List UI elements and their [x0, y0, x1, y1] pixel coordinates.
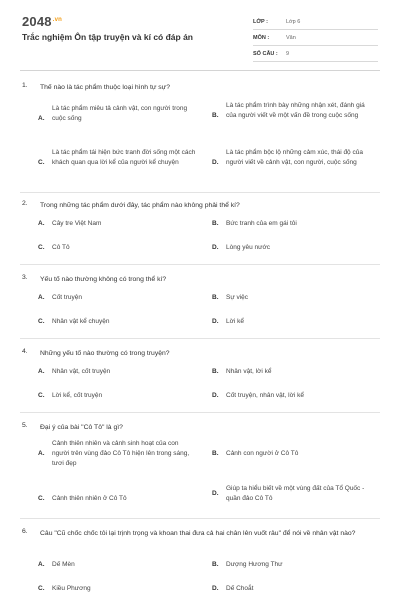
option-text: Dế Mèn	[52, 561, 75, 568]
header	[0, 0, 400, 68]
meta-value: 9	[286, 50, 290, 57]
option-letter: C.	[38, 495, 45, 502]
question-header	[0, 196, 400, 212]
question-number: 2.	[22, 200, 28, 207]
option-letter: D.	[212, 159, 219, 166]
option-letter: C.	[38, 318, 45, 325]
option-letter: B.	[212, 561, 219, 568]
option-letter: D.	[212, 585, 219, 592]
option-letter: A.	[38, 220, 45, 227]
option-text: Cảnh thiên nhiên ở Cô Tô	[52, 495, 127, 502]
logo-suffix: .vn	[52, 16, 63, 23]
option-letter: D.	[212, 318, 219, 325]
question-text: Trong những tác phẩm dưới đây, tác phẩm nào không phải thể kí?	[40, 202, 240, 209]
option-letter: C.	[38, 244, 45, 251]
meta-row-count	[253, 46, 378, 62]
meta-row-subject	[253, 30, 378, 46]
question-list	[0, 78, 400, 604]
question-4	[0, 344, 400, 418]
option-text: Cây tre Việt Nam	[52, 220, 102, 227]
option-letter: D.	[212, 490, 219, 497]
question-number: 4.	[22, 348, 28, 355]
option-text: Sự việc	[226, 294, 249, 301]
option-letter: A.	[38, 294, 45, 301]
option-letter: C.	[38, 585, 45, 592]
question-text: Đại ý của bài "Cô Tô" là gì?	[40, 424, 123, 431]
option-text: Cốt truyện, nhân vật, lời kể	[226, 392, 304, 399]
option-text: Giúp ta hiểu biết về một vùng đất của Tổ Quốc - quần đảo Cô Tô	[226, 485, 365, 502]
question-header	[0, 418, 400, 434]
logo-text: 2048	[22, 14, 52, 29]
option-letter: A.	[38, 115, 45, 122]
meta-label: SỐ CÂU :	[253, 50, 278, 57]
option-letter: B.	[212, 294, 219, 301]
question-number: 3.	[22, 274, 28, 281]
meta-row-grade	[253, 14, 378, 30]
question-2	[0, 196, 400, 270]
option-letter: A.	[38, 561, 45, 568]
option-text: Nhân vật kể chuyện	[52, 318, 110, 325]
question-text: Câu "Cũ chốc chốc tôi lại trịnh trọng và khoan thai đưa cả hai chân lên vuốt râu" để nói về nhân vật nào?	[40, 530, 356, 537]
question-header	[0, 270, 400, 286]
site-logo[interactable]	[22, 14, 62, 29]
question-header	[0, 78, 400, 94]
option-text: Dế Choắt	[226, 585, 254, 592]
question-6	[0, 524, 400, 604]
question-1	[0, 78, 400, 196]
option-letter: C.	[38, 392, 45, 399]
option-text: Lời kể	[226, 318, 244, 325]
question-text: Những yếu tố nào thường có trong truyện?	[40, 350, 170, 357]
option-letter: B.	[212, 368, 219, 375]
question-number: 5.	[22, 422, 28, 429]
meta-value: Lớp 6	[286, 18, 301, 25]
question-5	[0, 418, 400, 524]
option-text: Cốt truyện	[52, 294, 82, 301]
option-text: Cô Tô	[52, 244, 70, 251]
option-text: Cảnh thiên nhiên và cảnh sinh hoạt của con người trên vùng đảo Cô Tô hiện lên trong sáng, tươi đẹp	[52, 440, 190, 467]
option-text: Cảnh con người ở Cô Tô	[226, 450, 299, 457]
option-letter: A.	[38, 368, 45, 375]
option-text: Là tác phẩm bộc lộ những cảm xúc, thái độ của người viết về cảnh vật, con người, cuộc sống	[226, 149, 363, 166]
question-divider	[20, 338, 380, 339]
option-text: Nhân vật, lời kể	[226, 368, 272, 375]
question-divider	[20, 412, 380, 413]
question-text: Yếu tố nào thường không có trong thể kí?	[40, 276, 167, 283]
option-text: Nhân vật, cốt truyện	[52, 368, 111, 375]
header-divider	[20, 70, 380, 71]
question-divider	[20, 192, 380, 193]
option-text: Là tác phẩm trình bày những nhận xét, đánh giá của người viết về một vấn đề trong cuộc sống	[226, 102, 365, 119]
meta-value: Văn	[286, 34, 296, 41]
option-letter: D.	[212, 392, 219, 399]
page-title: Trắc nghiệm Ôn tập truyện và kí có đáp án	[22, 32, 193, 42]
question-header	[0, 344, 400, 360]
option-letter: C.	[38, 159, 45, 166]
question-number: 1.	[22, 82, 28, 89]
option-letter: D.	[212, 244, 219, 251]
option-letter: B.	[212, 112, 219, 119]
question-3	[0, 270, 400, 344]
question-text: Thế nào là tác phẩm thuộc loại hình tự sự?	[40, 84, 171, 91]
meta-table	[253, 14, 378, 62]
option-letter: B.	[212, 450, 219, 457]
option-text: Lời kể, cốt truyện	[52, 392, 103, 399]
option-text: Dượng Hương Thư	[226, 561, 283, 568]
option-text: Là tác phẩm tái hiện bức tranh đời sống một cách khách quan qua lời kể của người kể chuyện	[52, 149, 196, 166]
option-text: Kiều Phương	[52, 585, 91, 592]
question-header	[0, 524, 400, 552]
option-letter: B.	[212, 220, 219, 227]
option-text: Lòng yêu nước	[226, 244, 271, 251]
option-text: Là tác phẩm miêu tả cảnh vật, con người trong cuộc sống	[52, 105, 188, 122]
meta-label: MÔN :	[253, 34, 270, 41]
question-number: 6.	[22, 528, 28, 535]
option-letter: A.	[38, 450, 45, 457]
question-divider	[20, 518, 380, 519]
option-text: Bức tranh của em gái tôi	[226, 220, 297, 227]
meta-label: LỚP :	[253, 18, 268, 25]
question-divider	[20, 264, 380, 265]
